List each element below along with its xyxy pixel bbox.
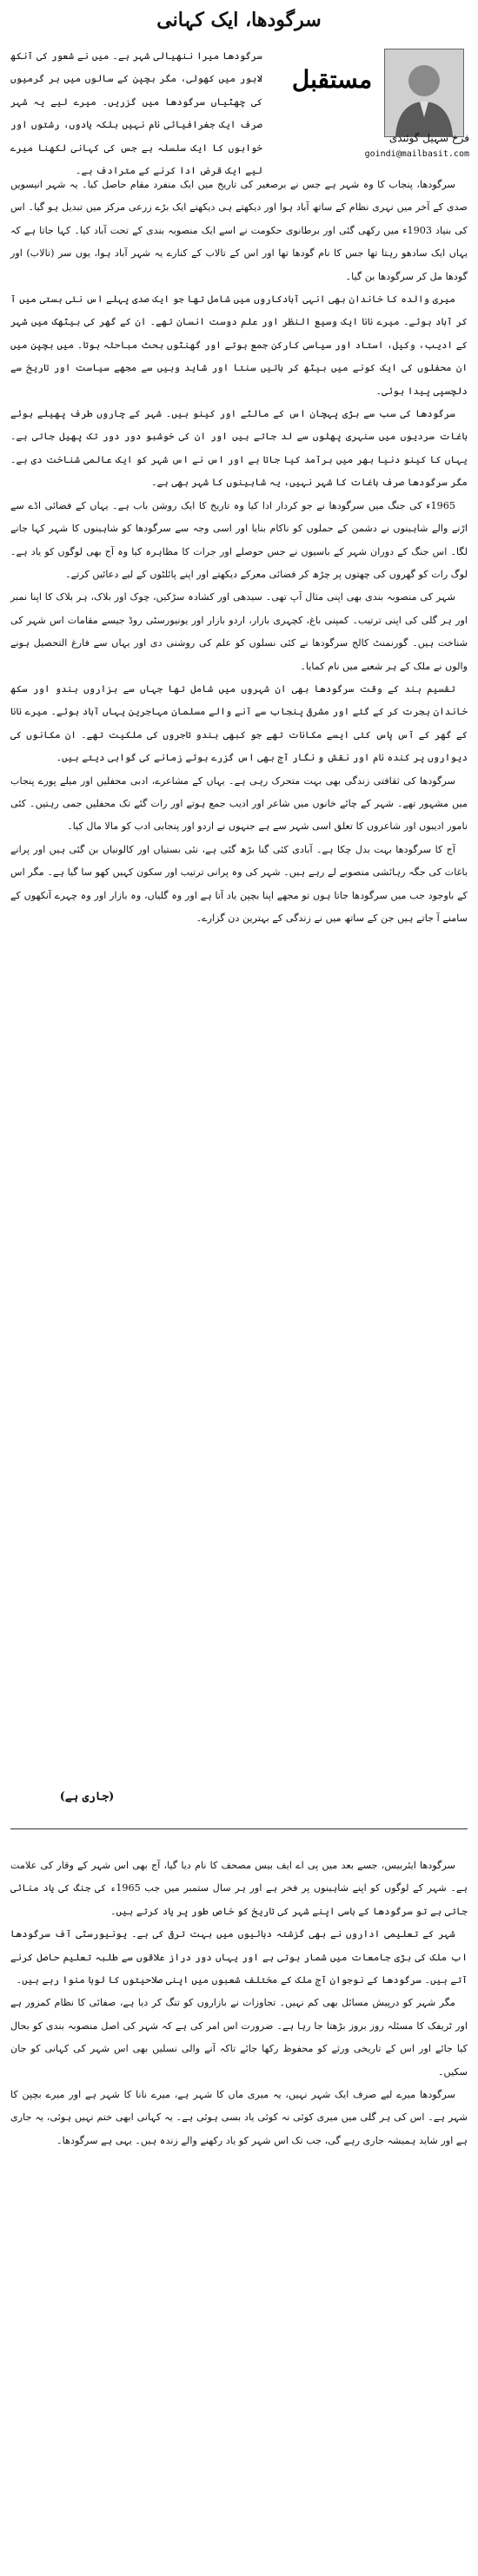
body-paragraph: سرگودھا کی ثقافتی زندگی بھی بہت متحرک رہی ہے۔ یہاں کے مشاعرے، ادبی محفلیں اور میلے پورے پنجاب میں مشہور تھے۔ شہر کے چائے خانوں میں شاعر اور ادیب جمع ہوتے اور رات گئے تک محفلیں جمی رہتیں۔ کئی نامور ادیبوں اور شاعروں کا تعلق اسی شہر سے ہے جنہوں نے اردو اور پنجابی ادب کو مالا مال کیا۔ — [10, 774, 468, 833]
body-paragraph: سرگودھا ایئربیس، جسے بعد میں پی اے ایف بیس مصحف کا نام دیا گیا، آج بھی اس شہر کے وقار کی علامت ہے۔ شہر کے لوگوں کو اپنے شاہینوں پر فخر ہے اور ہر سال ستمبر میں جب 1965ء کی جنگ کی یاد منائی جاتی ہے تو سرگودھا کے باسی اپنے شہر کی تاریخ کو خاص طور پر یاد کرتے ہیں۔ — [10, 1860, 468, 1917]
continuation-note: (جاری ہے) — [59, 1790, 115, 1803]
portrait-photo-icon — [385, 49, 463, 136]
body-paragraph: سرگودھا میرے لیے صرف ایک شہر نہیں، یہ میری ماں کا شہر ہے، میرے نانا کا شہر ہے اور میرے بچپن کا شہر ہے۔ اس کی ہر گلی میں میری کوئی نہ کوئی یاد بسی ہوئی ہے۔ یہ کہانی ابھی ختم نہیں ہوئی، یہ جاری ہے اور شاید ہمیشہ جاری رہے گی، جب تک اس شہر کو یاد رکھنے والے زندہ ہیں۔ یہی ہے سرگودھا۔ — [10, 2089, 468, 2146]
body-paragraph: سرگودھا کی سب سے بڑی پہچان اس کے مالٹے اور کینو ہیں۔ شہر کے چاروں طرف پھیلے ہوئے باغات سردیوں میں سنہری پھلوں سے لد جاتے ہیں اور ان کی خوشبو دور دور تک پھیل جاتی ہے۔ یہاں کا کینو دنیا بھر میں برآمد کیا جاتا ہے اور اس نے اس شہر کو ایک عالمی شناخت دی ہے۔ مگر سرگودھا صرف باغات کا شہر نہیں، یہ شاہینوں کا شہر بھی ہے۔ — [10, 408, 468, 489]
author-name: فرخ سہیل گوئندی — [388, 132, 469, 144]
body-paragraph: شہر کے تعلیمی اداروں نے بھی گزشتہ دہائیوں میں بہت ترقی کی ہے۔ یونیورسٹی آف سرگودھا اب ملک کی بڑی جامعات میں شمار ہوتی ہے اور یہاں دور دراز علاقوں سے طلبہ تعلیم حاصل کرنے آتے ہیں۔ سرگودھا کے نوجوان آج ملک کے مختلف شعبوں میں اپنی صلاحیتوں کا لوہا منوا رہے ہیں۔ — [10, 1928, 468, 1986]
column-headline: سرگودھا، ایک کہانی — [156, 9, 322, 31]
body-paragraph: شہر کی منصوبہ بندی بھی اپنی مثال آپ تھی۔ سیدھی اور کشادہ سڑکیں، چوک اور بلاک، ہر بلاک کا اپنا نمبر اور ہر گلی کی اپنی ترتیب۔ کمپنی باغ، کچہری بازار، اردو بازار اور یونیورسٹی روڈ جیسے مقامات اس شہر کی شناخت ہیں۔ گورنمنٹ کالج سرگودھا نے کئی نسلوں کو علم کی روشنی دی اور یہاں سے فارغ التحصیل ہونے والوں نے ملک کے ہر شعبے میں نام کمایا۔ — [10, 591, 468, 672]
body-paragraph: 1965ء کی جنگ میں سرگودھا نے جو کردار ادا کیا وہ تاریخ کا ایک روشن باب ہے۔ یہاں کے فضائی اڈے سے اڑنے والے شاہینوں نے دشمن کے حملوں کو ناکام بنایا اور اسی وجہ سے سرگودھا کو شاہینوں کا شہر کہا جانے لگا۔ اس جنگ کے دوران شہر کے باسیوں نے جس حوصلے اور جرات کا مظاہرہ کیا وہ آج بھی لوگوں کو یاد ہے۔ لوگ رات کو گھروں کی چھتوں پر چڑھ کر فضائی معرکے دیکھتے اور اپنے پائلٹوں کے لیے دعائیں کرتے۔ — [10, 499, 468, 580]
body-paragraph: سرگودھا، پنجاب کا وہ شہر ہے جس نے برصغیر کی تاریخ میں ایک منفرد مقام حاصل کیا۔ یہ شہر انیسویں صدی کے آخر میں نہری نظام کے ساتھ آباد ہوا اور دیکھتے ہی دیکھتے ایک بڑے زرعی مرکز میں تبدیل ہو گیا۔ اس کی بنیاد 1903ء میں رکھی گئی اور برطانوی حکومت نے اسے ایک منصوبہ بندی کے تحت آباد کیا۔ کہا جاتا ہے کہ یہاں ایک سادھو رہتا تھا جس کا نام گودھا تھا اور اس کے تالاب کے کنارے یہ شہر آباد ہوا، یوں سر (تالاب) اور گودھا مل کر سرگودھا بن گیا۔ — [10, 179, 468, 282]
body-paragraph: تقسیم ہند کے وقت سرگودھا بھی ان شہروں میں شامل تھا جہاں سے ہزاروں ہندو اور سکھ خاندان ہجرت کر کے گئے اور مشرقی پنجاب سے آنے والے مسلمان مہاجرین یہاں آباد ہوئے۔ میرے نانا کے گھر کے آس پاس کئی ایسے مکانات تھے جو کبھی ہندو تاجروں کی ملکیت تھے۔ ان مکانوں کی دیواروں پر کندہ نام اور نقش و نگار آج بھی اس گزرے ہوئے زمانے کی گواہی دیتے ہیں۔ — [10, 682, 468, 764]
body-paragraph: مگر شہر کو درپیش مسائل بھی کم نہیں۔ تجاوزات نے بازاروں کو تنگ کر دیا ہے، صفائی کا نظام کمزور ہے اور ٹریفک کا مسئلہ روز بروز بڑھتا جا رہا ہے۔ ضرورت اس امر کی ہے کہ شہر کی اصل منصوبہ بندی کو بحال کیا جائے اور اس کے تاریخی ورثے کو محفوظ رکھا جائے تاکہ آنے والی نسلیں بھی اس شہر کی کہانی کو جان سکیں۔ — [10, 1997, 468, 2078]
body-paragraph: میری والدہ کا خاندان بھی انہی آبادکاروں میں شامل تھا جو ایک صدی پہلے اس نئی بستی میں آ کر آباد ہوئے۔ میرے نانا ایک وسیع النظر اور علم دوست انسان تھے۔ ان کے گھر کی بیٹھک میں شہر کے ادیب، وکیل، استاد اور سیاسی کارکن جمع ہوتے اور گھنٹوں بحث مباحثہ ہوتا۔ میں بچپن میں ان محفلوں کی ایک کونے میں بیٹھ کر باتیں سنتا اور شاید وہیں سے مجھے سیاست اور تاریخ سے دلچسپی پیدا ہوئی۔ — [10, 293, 468, 397]
intro-paragraph: سرگودھا میرا ننھیالی شہر ہے۔ میں نے شعور کی آنکھ لاہور میں کھولی، مگر بچپن کے سالوں میں ہر گرمیوں کی چھٹیاں سرگودھا میں گزریں۔ میرے لیے یہ شہر صرف ایک جغرافیائی نام نہیں بلکہ یادوں، رشتوں اور خوابوں کا ایک سلسلہ ہے جس کی کہانی لکھنا میرے لیے ایک قرض ادا کرنے کے مترادف ہے۔ — [10, 50, 262, 177]
column-logo: مستقبل — [291, 65, 373, 94]
article-body-continued — [10, 1855, 468, 2152]
article-body — [10, 174, 468, 930]
author-email: goindi@mailbasit.com — [364, 149, 469, 159]
body-paragraph: آج کا سرگودھا بہت بدل چکا ہے۔ آبادی کئی گنا بڑھ گئی ہے، نئی بستیاں اور کالونیاں بن گئی ہیں اور پرانے باغات کی جگہ رہائشی منصوبے لے رہے ہیں۔ شہر کی وہ پرانی ترتیب اور سکون کہیں کھو سا گیا ہے۔ مگر اس کے باوجود جب میں سرگودھا جاتا ہوں تو مجھے اپنا بچپن یاد آتا ہے اور وہ گلیاں، وہ بازار اور وہ چہرے آنکھوں کے سامنے آ جاتے ہیں جن کے ساتھ میں نے زندگی کے بہترین دن گزارے۔ — [10, 843, 468, 924]
section-divider — [10, 1828, 468, 1829]
author-photo — [384, 49, 464, 137]
